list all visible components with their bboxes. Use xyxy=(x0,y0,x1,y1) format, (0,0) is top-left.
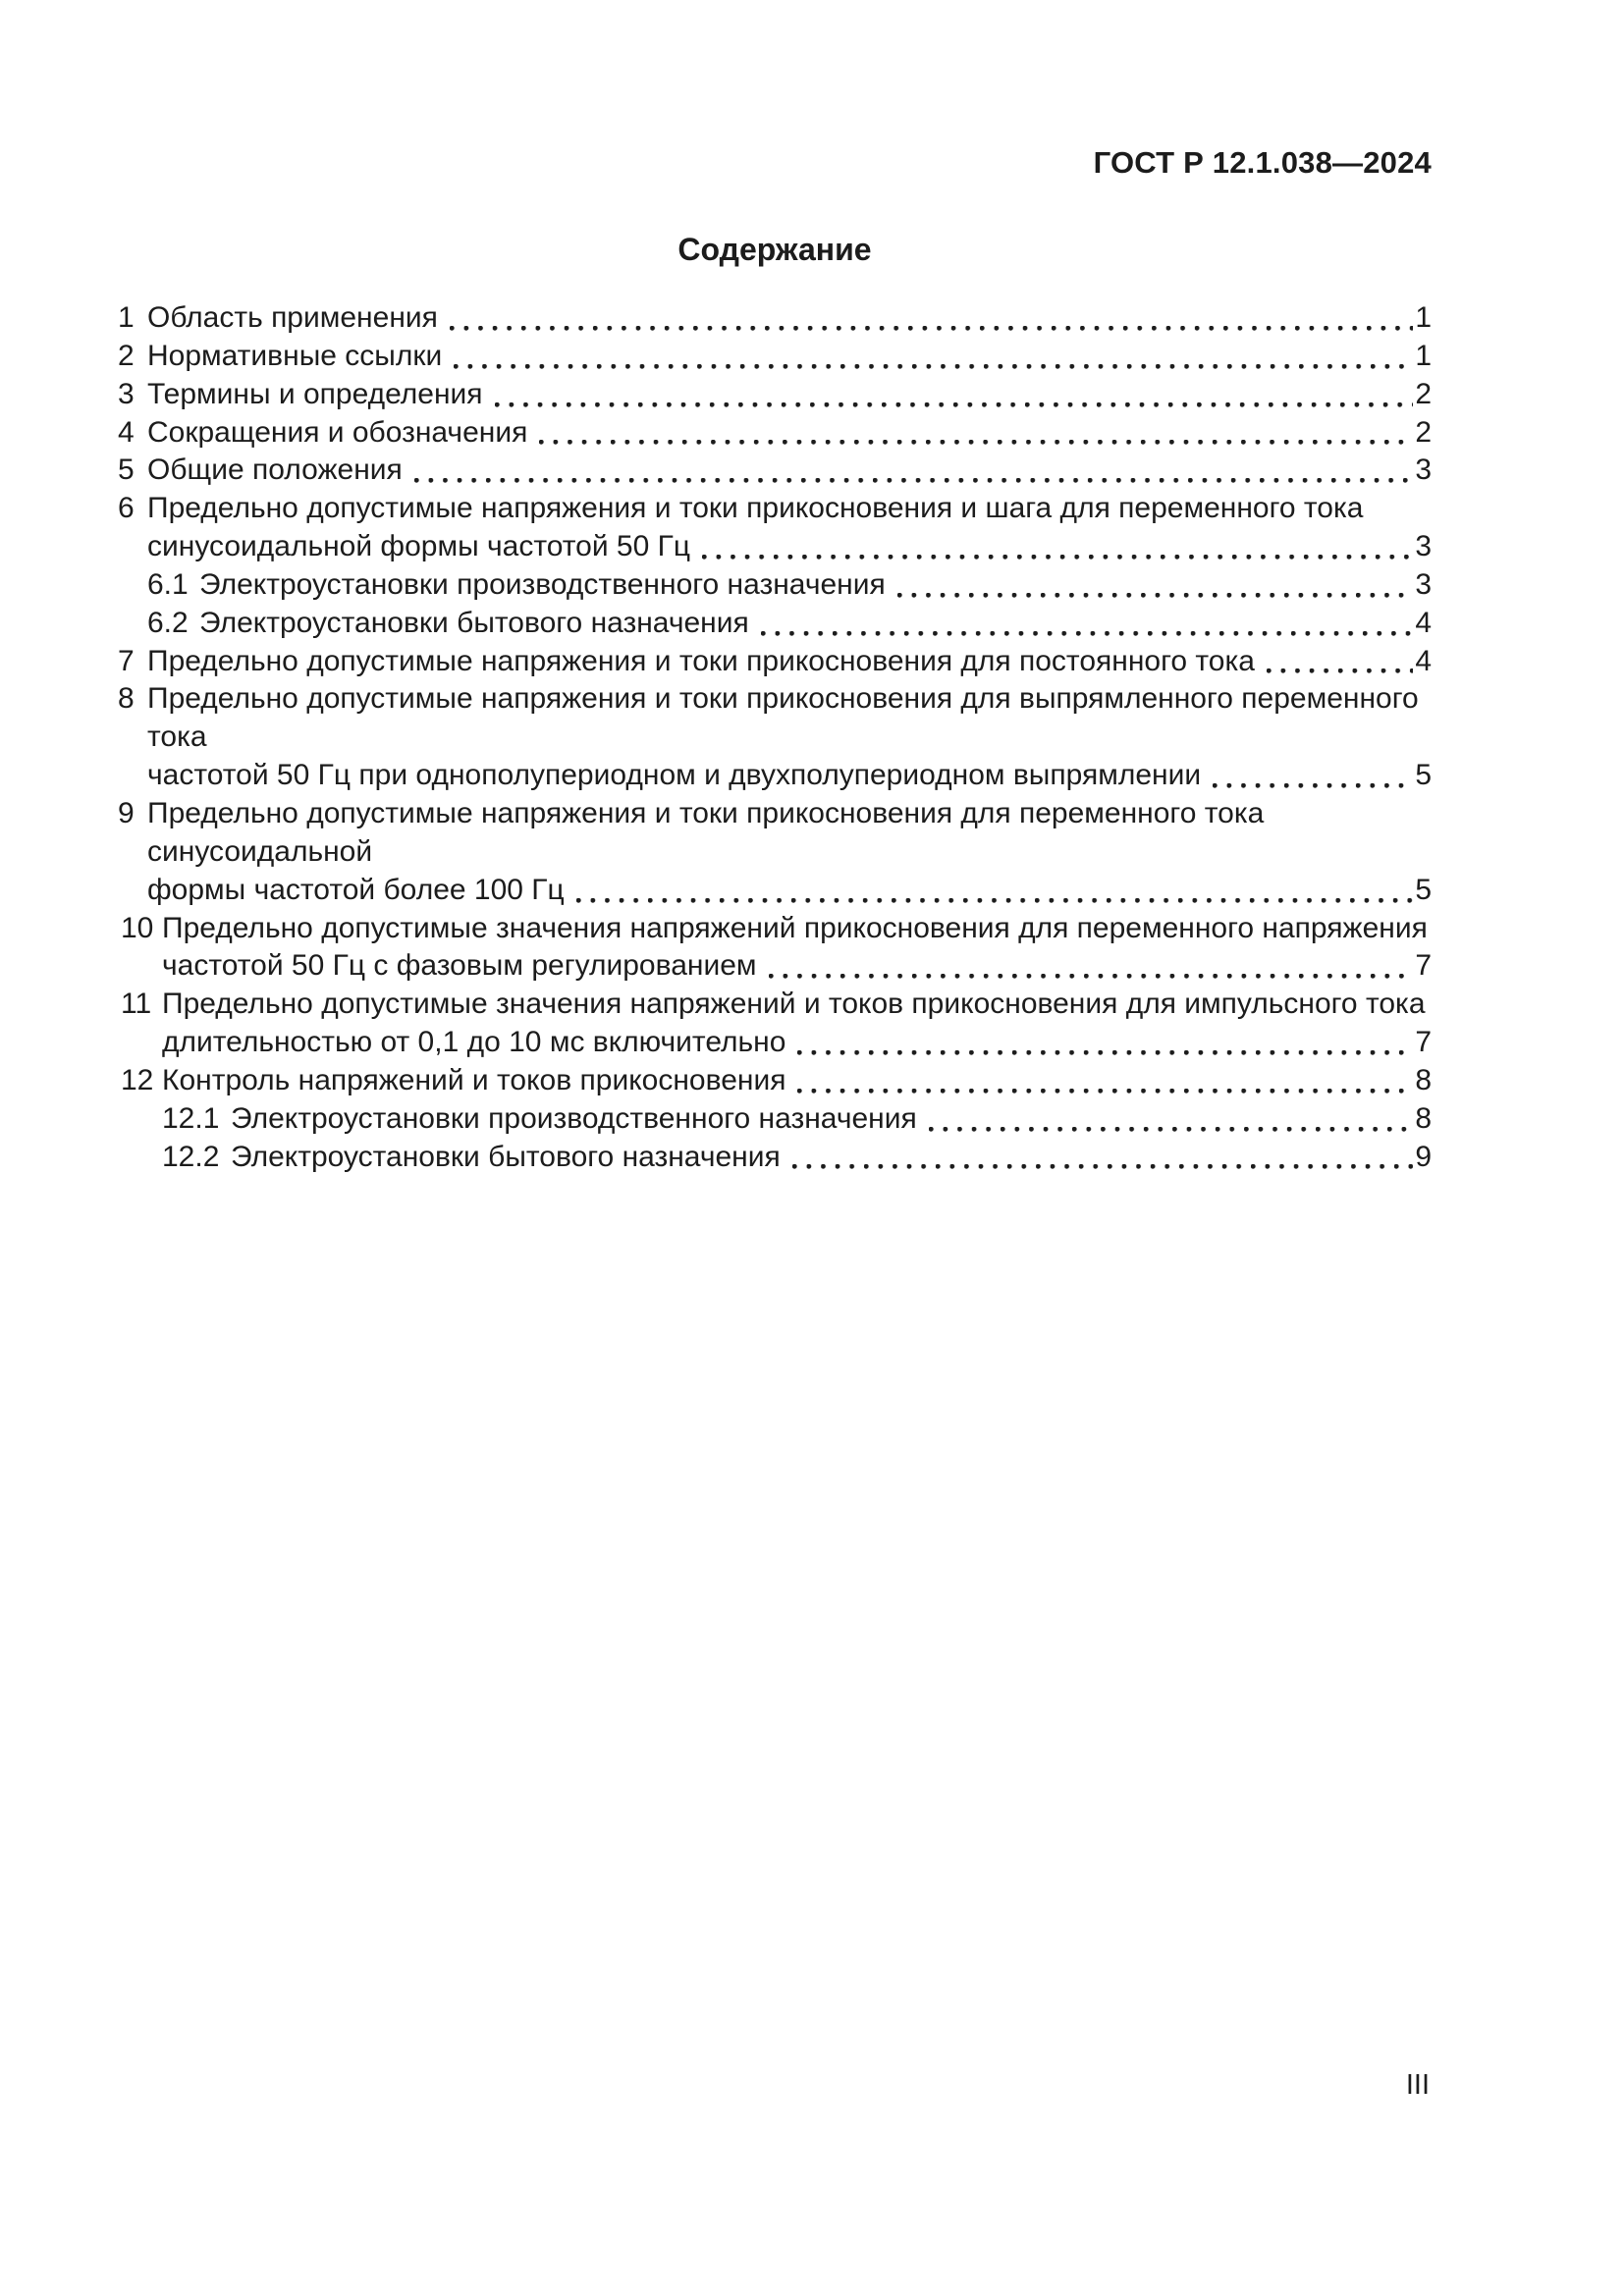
toc-leader-dots xyxy=(769,947,1414,986)
toc-entry-number: 12.1 xyxy=(162,1101,220,1135)
toc-leader-dots xyxy=(1267,643,1413,681)
toc-entry-text: Электроустановки производственного назначения xyxy=(231,1101,917,1135)
page-number: III xyxy=(1405,2069,1430,2101)
toc-leader-dots xyxy=(897,566,1414,605)
toc-entry-text: Электроустановки производственного назначения xyxy=(199,567,886,601)
toc-page-number: 3 xyxy=(1415,454,1432,487)
toc-entry-text: Сокращения и обозначения xyxy=(147,415,528,449)
toc-leader-dots xyxy=(454,338,1413,376)
toc-page-number: 4 xyxy=(1415,644,1432,677)
toc-entry xyxy=(118,452,1432,490)
toc-entry xyxy=(162,1139,1432,1177)
toc-entry xyxy=(118,414,1432,453)
toc-entry-text: Предельно допустимые значения напряжений прикосновения для переменного напряжения xyxy=(162,911,1428,944)
toc-entry-text: Нормативные ссылки xyxy=(147,339,443,372)
toc-entry xyxy=(118,986,1432,1062)
toc-entry xyxy=(162,1100,1432,1139)
toc-page-number: 8 xyxy=(1415,1063,1432,1096)
toc-entry xyxy=(118,299,1432,338)
toc-entry-number: 6.2 xyxy=(147,606,189,639)
toc-page-number: 5 xyxy=(1415,873,1432,906)
toc-entry xyxy=(118,490,1432,566)
document-header xyxy=(118,145,1432,181)
toc-leader-dots xyxy=(495,376,1414,414)
toc-leader-dots xyxy=(450,299,1413,338)
toc-entry-number: 12 xyxy=(121,1063,154,1096)
toc-entry xyxy=(118,338,1432,376)
toc-entry-number: 5 xyxy=(118,454,135,487)
toc-entry-text: длительностью от 0,1 до 10 мс включительно xyxy=(162,1026,786,1059)
toc-leader-dots xyxy=(539,414,1413,453)
toc-entry-number: 1 xyxy=(118,301,135,334)
toc-entry xyxy=(118,643,1432,681)
toc-entry-text: Термины и определения xyxy=(147,377,483,410)
toc-entry-text: Предельно допустимые напряжения и токи прикосновения для переменного тока синусоидальной xyxy=(147,796,1265,868)
toc-entry xyxy=(118,376,1432,414)
toc-page-number: 7 xyxy=(1415,1026,1432,1059)
toc-entry-text: Предельно допустимые значения напряжений и токов прикосновения для импульсного тока xyxy=(162,988,1426,1021)
toc-page-number: 9 xyxy=(1415,1140,1432,1173)
toc-page-number: 2 xyxy=(1415,377,1432,410)
toc-page-number: 3 xyxy=(1415,530,1432,563)
toc-entry-text: синусоидальной формы частотой 50 Гц xyxy=(147,530,691,563)
toc-entry xyxy=(147,566,1432,605)
toc-entry-text: Электроустановки бытового назначения xyxy=(199,606,749,639)
toc-entry-number: 10 xyxy=(121,911,154,944)
toc-entry-text: Предельно допустимые напряжения и токи прикосновения для выпрямленного переменного тока xyxy=(147,682,1419,754)
toc-entry-text: частотой 50 Гц с фазовым регулированием xyxy=(162,949,757,983)
toc-entry xyxy=(118,1062,1432,1100)
toc-leader-dots xyxy=(929,1100,1414,1139)
toc-entry-text: Предельно допустимые напряжения и токи прикосновения для постоянного тока xyxy=(147,644,1255,677)
toc-page-number: 1 xyxy=(1415,301,1432,334)
toc-entry-text: частотой 50 Гц при однополупериодном и двухполупериодном выпрямлении xyxy=(147,759,1202,792)
toc-page-number: 5 xyxy=(1415,759,1432,792)
toc-page-number: 8 xyxy=(1415,1101,1432,1135)
toc-entry-text: формы частотой более 100 Гц xyxy=(147,873,565,906)
toc-entry xyxy=(118,680,1432,795)
toc-entry-text: Область применения xyxy=(147,301,438,334)
toc-entry xyxy=(147,605,1432,643)
toc-entry-number: 7 xyxy=(118,644,135,677)
toc-leader-dots xyxy=(761,605,1414,643)
toc-page-number: 7 xyxy=(1415,949,1432,983)
toc-leader-dots xyxy=(702,528,1413,566)
table-of-contents xyxy=(118,299,1432,1176)
toc-entry-number: 6 xyxy=(118,492,135,525)
toc-leader-dots xyxy=(576,872,1414,910)
toc-entry xyxy=(118,795,1432,910)
page-title: Содержание xyxy=(677,232,872,267)
toc-entry-number: 12.2 xyxy=(162,1140,220,1173)
toc-page-number: 4 xyxy=(1415,606,1432,639)
toc-leader-dots xyxy=(797,1062,1413,1100)
toc-entry-text: Предельно допустимые напряжения и токи прикосновения и шага для переменного тока xyxy=(147,492,1364,525)
toc-entry-text: Электроустановки бытового назначения xyxy=(231,1140,781,1173)
toc-entry-number: 9 xyxy=(118,796,135,829)
toc-page-number: 3 xyxy=(1415,567,1432,601)
toc-page-number: 1 xyxy=(1415,339,1432,372)
toc-entry-number: 4 xyxy=(118,415,135,449)
toc-entry-number: 3 xyxy=(118,377,135,410)
toc-leader-dots xyxy=(797,1024,1413,1062)
toc-entry-text: Контроль напряжений и токов прикосновения xyxy=(162,1063,786,1096)
toc-leader-dots xyxy=(414,452,1414,490)
toc-entry-text: Общие положения xyxy=(147,454,403,487)
content-column xyxy=(118,0,1432,1176)
standard-number: ГОСТ Р 12.1.038—2024 xyxy=(1093,145,1432,180)
toc-page-number: 2 xyxy=(1415,415,1432,449)
toc-entry-number: 6.1 xyxy=(147,567,189,601)
page-footer xyxy=(1406,2069,1430,2102)
toc-entry-number: 11 xyxy=(121,988,152,1021)
toc-leader-dots xyxy=(792,1139,1414,1177)
toc-entry-number: 2 xyxy=(118,339,135,372)
toc-leader-dots xyxy=(1213,757,1413,795)
toc-entry-number: 8 xyxy=(118,682,135,716)
toc-entry xyxy=(118,910,1432,987)
